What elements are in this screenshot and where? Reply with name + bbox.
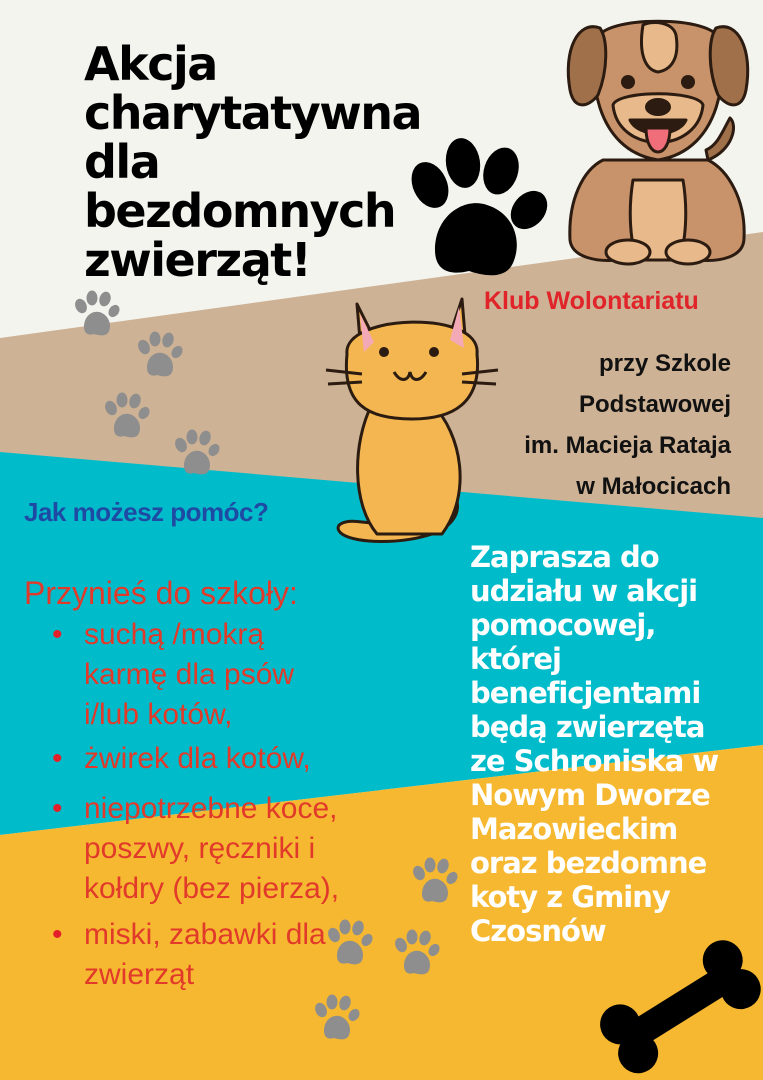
invitation-line: Zaprasza do <box>470 540 659 574</box>
paw-print-icon-small-2 <box>135 332 185 378</box>
list-item: • suchą /mokrą karmę dla psów i/lub kotów, <box>52 615 352 735</box>
invitation-line: Czosnów <box>470 914 606 948</box>
school-line-3: im. Macieja Rataja <box>524 432 731 459</box>
invitation-line: będą zwierzęta <box>470 710 705 744</box>
paw-print-icon-small-5 <box>410 858 460 904</box>
paw-print-icon-small-3 <box>102 393 152 439</box>
paw-print-icon-small-1 <box>72 291 122 337</box>
invitation-line: oraz bezdomne <box>470 846 707 880</box>
paw-print-icon-small-4 <box>172 430 222 476</box>
donation-items-list <box>52 615 352 995</box>
bone-icon <box>598 935 763 1080</box>
invitation-line: Mazowieckim <box>470 812 678 846</box>
invitation-line: ze Schroniska w <box>470 744 719 778</box>
how-to-help-heading: Jak możesz pomóc? <box>24 497 269 527</box>
school-name <box>465 343 731 507</box>
school-line-2: Podstawowej <box>578 391 731 418</box>
invitation-line: beneficjentami <box>470 676 701 710</box>
list-item: • niepotrzebne koce, poszwy, ręczniki i kołdry (bez pierza), <box>52 789 352 909</box>
dog-illustration <box>558 10 753 265</box>
bring-heading: Przynieś do szkoły: <box>24 575 298 611</box>
club-name: Klub Wolontariatu <box>484 287 699 315</box>
list-item: • miski, zabawki dla zwierząt <box>52 915 352 995</box>
title-line-2: charytatywna <box>84 86 422 140</box>
title-line-1: Akcja <box>84 37 217 91</box>
invitation-line: Nowym Dworze <box>470 778 710 812</box>
list-item: • żwirek dla kotów, <box>52 739 352 779</box>
paw-print-icon-small-8 <box>312 995 362 1041</box>
invitation-line: której <box>470 642 561 676</box>
school-line-1: przy Szkole <box>598 350 731 377</box>
invitation-line: udziału w akcji <box>470 574 698 608</box>
invitation-line: koty z Gminy <box>470 880 670 914</box>
paw-print-icon <box>395 135 550 285</box>
school-line-4: w Małocicach <box>576 473 731 500</box>
title-line-3: dla <box>84 135 160 189</box>
paw-print-icon-small-6 <box>325 920 375 966</box>
invitation-line: pomocowej, <box>470 608 656 642</box>
paw-print-icon-small-7 <box>392 930 442 976</box>
title-line-4: bezdomnych <box>84 184 396 238</box>
invitation-text <box>470 540 760 948</box>
title-line-5: zwierząt! <box>84 233 311 287</box>
